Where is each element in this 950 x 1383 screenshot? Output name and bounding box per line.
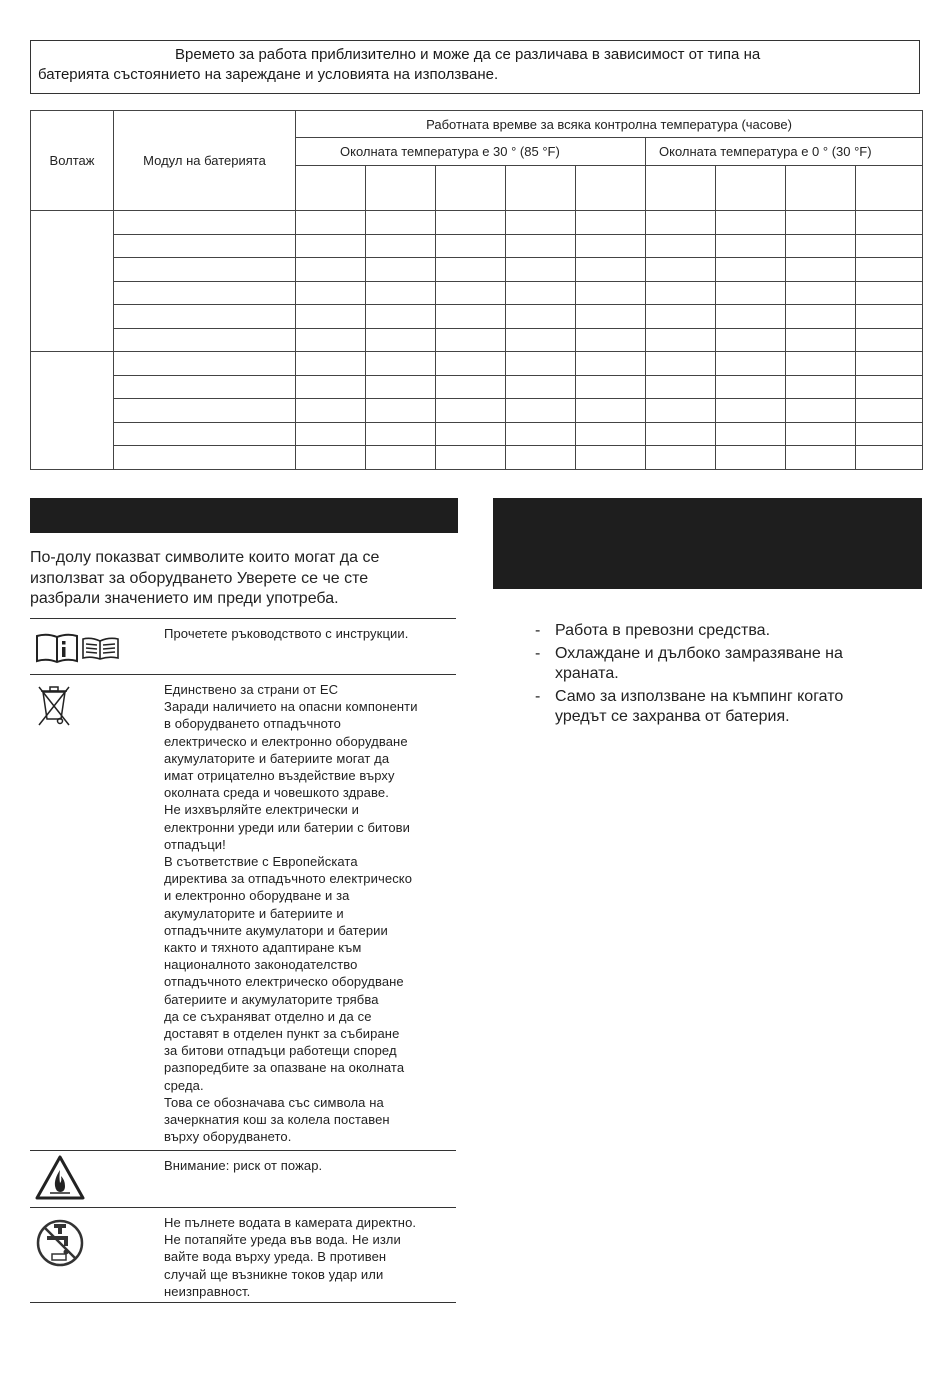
runtime-note-box <box>30 40 920 94</box>
symbol-line: електронни уреди или батерии с битови <box>164 819 411 835</box>
intro-line: По-долу показват символите които могат да се <box>30 549 380 566</box>
runtime-cell <box>576 422 646 446</box>
runtime-cell <box>506 422 576 446</box>
runtime-cell <box>716 352 786 376</box>
runtime-cell <box>856 399 923 423</box>
runtime-cell <box>506 305 576 329</box>
runtime-cell <box>506 258 576 282</box>
runtime-header: Работната времве за всяка контролна температура (часове) <box>296 111 923 138</box>
table-row <box>31 328 923 352</box>
runtime-cell <box>576 352 646 376</box>
runtime-cell <box>576 211 646 235</box>
runtime-cell <box>786 352 856 376</box>
symbol-text <box>164 1151 456 1174</box>
symbol-line: директива за отпадъчното електрическо <box>164 871 413 887</box>
symbol-row-weee <box>30 674 456 1150</box>
symbol-line: за битови отпадъци работещи според <box>164 1043 397 1059</box>
list-item-line: уредът се захранва от батерия. <box>555 708 790 725</box>
symbol-line: случай ще възникне токов удар или <box>164 1266 384 1282</box>
symbol-line: Единствено за страни от ЕС <box>164 682 339 697</box>
voltage-cell <box>31 211 114 352</box>
runtime-cell <box>716 234 786 258</box>
runtime-cell <box>646 258 716 282</box>
runtime-cell <box>436 258 506 282</box>
symbol-line: акумулаторите и батериите и <box>164 905 344 921</box>
runtime-cell <box>786 305 856 329</box>
runtime-cell <box>576 281 646 305</box>
symbol-line: Не изхвърляйте електрически и <box>164 802 359 818</box>
sub-header-cell <box>436 166 506 211</box>
runtime-cell <box>576 234 646 258</box>
runtime-cell <box>716 446 786 470</box>
table-row <box>31 258 923 282</box>
runtime-cell <box>576 328 646 352</box>
list-item-line: храната. <box>555 665 619 682</box>
runtime-cell <box>506 328 576 352</box>
voltage-cell <box>31 352 114 470</box>
runtime-cell <box>296 258 366 282</box>
no-water-icon <box>30 1208 160 1283</box>
runtime-cell <box>716 375 786 399</box>
voltage-header: Волтаж <box>31 111 114 211</box>
runtime-cell <box>506 234 576 258</box>
runtime-cell <box>786 281 856 305</box>
list-dash: - <box>535 687 541 705</box>
runtime-cell <box>856 446 923 470</box>
battery-module-cell <box>114 234 296 258</box>
symbols-intro <box>30 548 450 610</box>
runtime-cell <box>856 352 923 376</box>
runtime-cell <box>576 399 646 423</box>
runtime-cell <box>786 234 856 258</box>
battery-module-cell <box>114 281 296 305</box>
intro-line: разбрали значението им преди употреба. <box>30 590 339 607</box>
runtime-cell <box>856 375 923 399</box>
runtime-cell <box>366 422 436 446</box>
runtime-cell <box>366 446 436 470</box>
list-dash: - <box>535 644 541 662</box>
battery-module-cell <box>114 446 296 470</box>
symbols-section-bar <box>30 498 458 533</box>
runtime-cell <box>296 399 366 423</box>
symbol-line: в оборудването отпадъчното <box>164 716 341 732</box>
runtime-cell <box>716 305 786 329</box>
sub-header-cell <box>646 166 716 211</box>
runtime-table <box>30 110 923 470</box>
symbol-line: разпоредбите за опазване на околната <box>164 1060 405 1076</box>
runtime-cell <box>296 234 366 258</box>
symbol-line: отпадъчните акумулатори и батерии <box>164 922 388 938</box>
runtime-cell <box>646 446 716 470</box>
runtime-cell <box>716 399 786 423</box>
runtime-cell <box>786 258 856 282</box>
list-dash: - <box>535 622 541 639</box>
runtime-cell <box>646 352 716 376</box>
runtime-cell <box>366 328 436 352</box>
symbol-line: Внимание: риск от пожар. <box>164 1158 323 1173</box>
runtime-cell <box>856 422 923 446</box>
symbol-line: Заради наличието на опасни компоненти <box>164 699 418 715</box>
table-row <box>31 446 923 470</box>
runtime-cell <box>646 328 716 352</box>
runtime-cell <box>296 352 366 376</box>
symbol-line: зачеркнатия кош за колела поставен <box>164 1112 390 1128</box>
table-row <box>31 399 923 423</box>
runtime-cell <box>296 305 366 329</box>
runtime-cell <box>786 399 856 423</box>
runtime-cell <box>436 234 506 258</box>
runtime-cell <box>366 258 436 282</box>
symbol-row-water <box>30 1207 456 1303</box>
runtime-cell <box>506 281 576 305</box>
runtime-cell <box>366 281 436 305</box>
note-line-2: батерията състоянието на зареждане и условията на използване. <box>38 66 499 83</box>
runtime-cell <box>646 234 716 258</box>
symbol-line: Не потапяйте уреда във вода. Не изли <box>164 1232 401 1248</box>
runtime-cell <box>576 446 646 470</box>
battery-module-cell <box>114 328 296 352</box>
runtime-cell <box>436 375 506 399</box>
runtime-cell <box>856 258 923 282</box>
battery-module-cell <box>114 375 296 399</box>
runtime-cell <box>296 211 366 235</box>
symbol-line: имат отрицателно въздействие върху <box>164 768 395 784</box>
temp-30-header: Околната температура е 30 ° (85 °F) <box>296 138 646 166</box>
runtime-cell <box>366 211 436 235</box>
runtime-cell <box>366 375 436 399</box>
runtime-cell <box>856 328 923 352</box>
symbol-line: както и тяхното адаптиране към <box>164 940 362 956</box>
runtime-cell <box>646 422 716 446</box>
runtime-cell <box>436 305 506 329</box>
runtime-cell <box>436 352 506 376</box>
runtime-cell <box>506 352 576 376</box>
runtime-cell <box>436 328 506 352</box>
runtime-cell <box>856 234 923 258</box>
symbol-line: батериите и акумулаторите трябва <box>164 991 379 1007</box>
symbol-line: вайте вода върху уреда. В противен <box>164 1249 387 1265</box>
runtime-cell <box>296 422 366 446</box>
crossed-bin-icon <box>30 675 160 740</box>
symbol-line: Това се обозначава със символа на <box>164 1094 384 1110</box>
runtime-cell <box>646 399 716 423</box>
runtime-cell <box>856 305 923 329</box>
runtime-cell <box>296 328 366 352</box>
symbol-line: В съответствие с Европейската <box>164 854 358 870</box>
symbol-row-fire <box>30 1150 456 1207</box>
runtime-cell <box>436 446 506 470</box>
battery-module-cell <box>114 352 296 376</box>
runtime-cell <box>716 211 786 235</box>
list-item <box>535 644 925 685</box>
table-row <box>31 211 923 235</box>
runtime-cell <box>506 375 576 399</box>
table-row <box>31 422 923 446</box>
runtime-cell <box>856 281 923 305</box>
symbol-text <box>164 619 456 642</box>
runtime-cell <box>436 281 506 305</box>
list-item-line: Работа в превозни средства. <box>555 622 771 639</box>
runtime-cell <box>296 375 366 399</box>
fire-warning-icon <box>30 1151 160 1213</box>
table-row <box>31 375 923 399</box>
manual-info-icon <box>30 619 160 680</box>
runtime-cell <box>576 375 646 399</box>
battery-module-header: Модул на батерията <box>114 111 296 211</box>
battery-module-cell <box>114 211 296 235</box>
runtime-cell <box>436 211 506 235</box>
runtime-cell <box>366 352 436 376</box>
symbol-text <box>164 1208 456 1300</box>
battery-module-cell <box>114 422 296 446</box>
symbol-line: електрическо и електронно оборудване <box>164 733 408 749</box>
runtime-cell <box>436 399 506 423</box>
runtime-cell <box>646 375 716 399</box>
symbol-line: акумулаторите и батериите могат да <box>164 750 390 766</box>
table-row <box>31 352 923 376</box>
runtime-cell <box>506 446 576 470</box>
runtime-cell <box>436 422 506 446</box>
symbol-line: доставят в отделен пункт за събиране <box>164 1026 400 1042</box>
runtime-cell <box>296 281 366 305</box>
runtime-cell <box>366 305 436 329</box>
intro-line: използват за оборудването Уверете се че сте <box>30 569 369 587</box>
symbol-line: националното законодателство <box>164 957 358 973</box>
runtime-cell <box>716 422 786 446</box>
symbol-line: Прочетете ръководството с инструкции. <box>164 626 409 641</box>
temp-0-header: Околната температура е 0 ° (30 °F) <box>646 138 923 166</box>
runtime-cell <box>786 375 856 399</box>
runtime-cell <box>716 258 786 282</box>
symbols-list <box>30 618 456 1303</box>
list-item-line: Само за използване на къмпинг когато <box>555 687 844 705</box>
battery-module-cell <box>114 258 296 282</box>
symbol-line: отпадъци! <box>164 836 226 852</box>
symbol-line: неизправност. <box>164 1283 251 1299</box>
runtime-cell <box>786 328 856 352</box>
note-line-1: Времето за работа приблизително и може да се различава в зависимост от типа на <box>175 46 761 63</box>
battery-module-cell <box>114 399 296 423</box>
runtime-cell <box>366 399 436 423</box>
symbol-line: околната среда и човешкото здраве. <box>164 785 389 801</box>
symbol-text <box>164 675 456 1145</box>
sub-header-cell <box>576 166 646 211</box>
sub-header-cell <box>716 166 786 211</box>
sub-header-cell <box>506 166 576 211</box>
sub-header-cell <box>856 166 923 211</box>
symbol-line: Не пълнете водата в камерата директно. <box>164 1215 417 1230</box>
battery-module-cell <box>114 305 296 329</box>
sub-header-cell <box>366 166 436 211</box>
runtime-cell <box>786 422 856 446</box>
table-row <box>31 234 923 258</box>
runtime-cell <box>646 281 716 305</box>
runtime-cell <box>646 211 716 235</box>
list-item-line: Охлаждане и дълбоко замразяване на <box>555 644 843 662</box>
runtime-cell <box>646 305 716 329</box>
symbol-line: върху оборудването. <box>164 1129 292 1145</box>
table-row <box>31 305 923 329</box>
intended-use-list <box>535 621 925 730</box>
runtime-cell <box>786 211 856 235</box>
runtime-cell <box>716 328 786 352</box>
runtime-cell <box>366 234 436 258</box>
symbol-line: отпадъчното електрическо оборудване <box>164 974 404 990</box>
runtime-cell <box>576 305 646 329</box>
symbol-line: да се съхраняват отделно и да се <box>164 1008 372 1024</box>
intended-use-section-bar <box>493 498 922 589</box>
list-item <box>535 621 925 642</box>
sub-header-cell <box>296 166 366 211</box>
table-row <box>31 281 923 305</box>
symbol-line: и електронно оборудване и за <box>164 888 350 904</box>
symbol-line: среда. <box>164 1077 204 1093</box>
runtime-cell <box>576 258 646 282</box>
runtime-cell <box>786 446 856 470</box>
runtime-cell <box>506 211 576 235</box>
runtime-cell <box>296 446 366 470</box>
sub-header-cell <box>786 166 856 211</box>
symbol-row-manual <box>30 618 456 674</box>
runtime-cell <box>856 211 923 235</box>
runtime-cell <box>506 399 576 423</box>
runtime-cell <box>716 281 786 305</box>
list-item <box>535 687 925 728</box>
